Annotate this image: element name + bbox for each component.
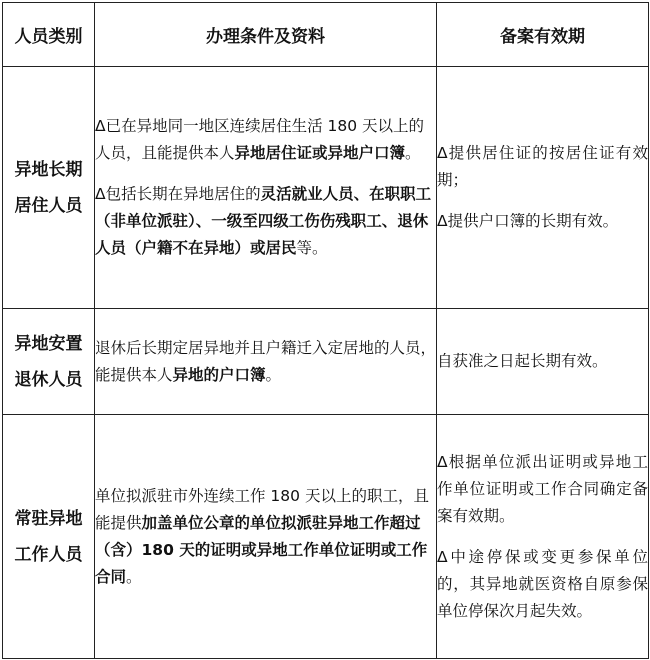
filing-conditions-table	[2, 2, 649, 659]
condition-paragraph: 退休后长期定居异地并且户籍迁入定居地的人员，能提供本人异地的户口簿。	[95, 338, 437, 384]
category-line: 异地安置	[14, 333, 83, 354]
validity-paragraph: Δ提供户口簿的长期有效。	[437, 212, 619, 230]
validity-paragraph: Δ中途停保或变更参保单位的，其异地就医资格自原参保单位停保次月起失效。	[437, 547, 648, 620]
table-header-row	[3, 3, 649, 67]
category-cell	[3, 309, 95, 415]
table-row	[3, 67, 649, 309]
category-line: 居住人员	[14, 195, 83, 216]
condition-paragraph: Δ已在异地同一地区连续居住生活 180 天以上的人员，且能提供本人异地居住证或异地户口簿。	[95, 117, 425, 162]
category-cell	[3, 67, 95, 309]
category-line: 工作人员	[14, 544, 83, 565]
validity-paragraph: Δ提供居住证的按居住证有效期；	[437, 144, 648, 189]
conditions-cell	[95, 67, 437, 309]
validity-cell	[437, 309, 649, 415]
header-conditions: 办理条件及资料	[95, 3, 437, 67]
validity-cell	[437, 415, 649, 659]
header-validity: 备案有效期	[437, 3, 649, 67]
table-row	[3, 415, 649, 659]
conditions-cell	[95, 309, 437, 415]
table-row	[3, 309, 649, 415]
validity-cell	[437, 67, 649, 309]
validity-paragraph: 自获准之日起长期有效。	[437, 352, 608, 370]
header-category: 人员类别	[3, 3, 95, 67]
category-line: 常驻异地	[14, 508, 83, 529]
category-line: 异地长期	[14, 159, 83, 180]
category-cell	[3, 415, 95, 659]
condition-paragraph: Δ包括长期在异地居住的灵活就业人员、在职职工（非单位派驻）、一级至四级工伤伤残职工、退休人员（户籍不在异地）或居民等。	[95, 185, 432, 257]
condition-paragraph: 单位拟派驻市外连续工作 180 天以上的职工，且能提供加盖单位公章的单位拟派驻异地工作超过（含）180 天的证明或异地工作单位证明或工作合同。	[95, 486, 429, 586]
conditions-cell	[95, 415, 437, 659]
validity-paragraph: Δ根据单位派出证明或异地工作单位证明或工作合同确定备案有效期。	[437, 452, 648, 525]
category-line: 退休人员	[14, 369, 83, 390]
